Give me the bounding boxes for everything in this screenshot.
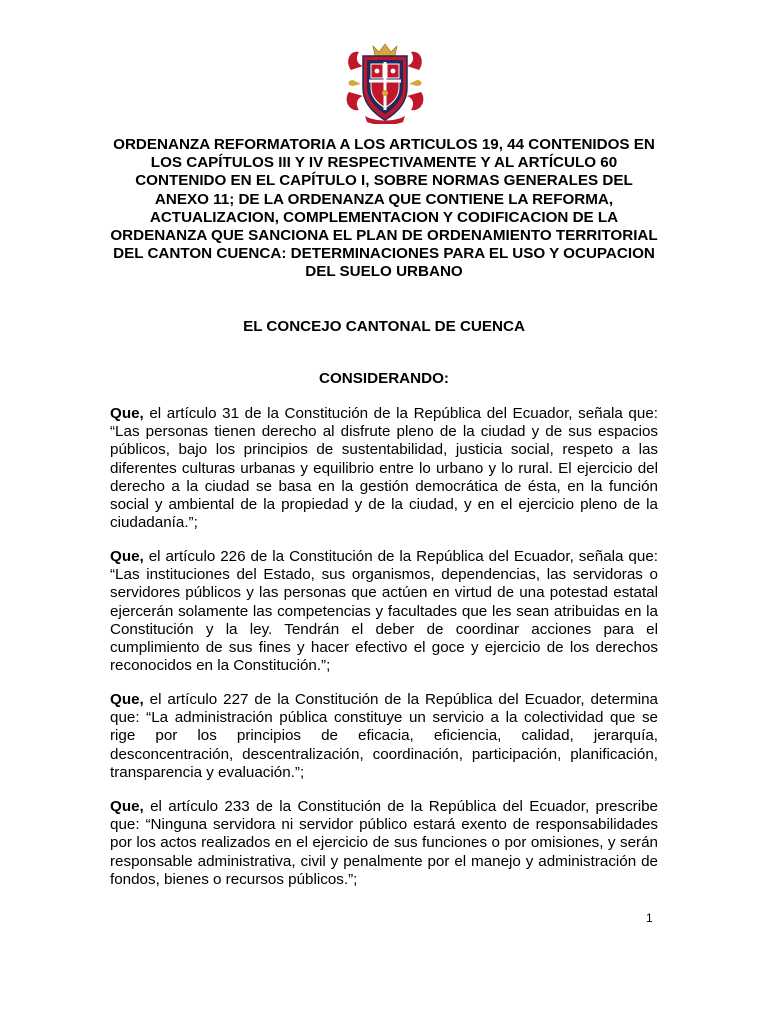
considerando-paragraph bbox=[110, 798, 658, 889]
paragraph-text: el artículo 233 de la Constitución de la República del Ecuador, prescribe que: “Ninguna servidora ni servidor público estará exento de responsabilidades por los actos realizados en el ejercicio de sus funciones o por omisiones, y serán responsable administrativa, civil y penalmente por el manejo y administración de fondos, bienes o recursos públicos.”; bbox=[110, 798, 658, 888]
que-lead: Que, bbox=[110, 405, 144, 422]
paragraph-text: el artículo 31 de la Constitución de la República del Ecuador, señala que: “Las personas tienen derecho al disfrute pleno de la ciudad y de sus espacios públicos, bajo los principios de sustentabilidad, justicia social, respeto a las diferentes culturas urbanas y equilibrio entre lo urbano y lo rural. El ejercicio del derecho a la ciudad se basa en la gestión democrática de ésta, en la función social y ambiental de la propiedad y de la ciudad, y en el ejercicio pleno de la ciudadanía.”; bbox=[110, 405, 658, 532]
considerando-paragraph bbox=[110, 691, 658, 782]
que-lead: Que, bbox=[110, 548, 144, 565]
que-lead: Que, bbox=[110, 798, 144, 815]
que-lead: Que, bbox=[110, 691, 144, 708]
page-number: 1 bbox=[646, 911, 653, 925]
paragraph-text: el artículo 226 de la Constitución de la República del Ecuador, señala que: “Las instituciones del Estado, sus organismos, dependencias, las servidoras o servidores públicos y las personas que actúen en virtud de una potestad estatal ejercerán solamente las competencias y facultades que les sean atribuidas en la Constitución y la ley. Tendrán el deber de coordinar acciones para el cumplimiento de sus fines y hacer efectivo el goce y ejercicio de los derechos reconocidos en la Constitución.”; bbox=[110, 548, 658, 675]
considerando-heading: CONSIDERANDO: bbox=[319, 370, 449, 387]
considerando-paragraph bbox=[110, 548, 658, 675]
considerando-paragraph bbox=[110, 405, 658, 532]
document-title: ORDENANZA REFORMATORIA A LOS ARTICULOS 19, 44 CONTENIDOS EN LOS CAPÍTULOS III Y IV RESPECTIVAMENTE Y AL ARTÍCULO 60 CONTENIDO EN EL CAPÍTULO I, SOBRE NORMAS GENERALES DEL ANEXO 11; DE LA ORDENANZA QUE CONTIENE LA REFORMA, ACTUALIZACION, COMPLEMENTACION Y CODIFICACION DE LA ORDENANZA QUE SANCIONA EL PLAN DE ORDENAMIENTO TERRITORIAL DEL CANTON CUENCA: DETERMINACIONES PARA EL USO Y OCUPACION DEL SUELO URBANO bbox=[110, 136, 658, 281]
cuenca-coat-of-arms-icon bbox=[343, 40, 427, 124]
issuing-body-heading: EL CONCEJO CANTONAL DE CUENCA bbox=[243, 318, 525, 335]
paragraph-text: el artículo 227 de la Constitución de la República del Ecuador, determina que: “La administración pública constituye un servicio a la colectividad que se rige por los principios de eficacia, eficiencia, calidad, jerarquía, desconcentración, descentralización, coordinación, participación, planificación, transparencia y evaluación.”; bbox=[110, 691, 658, 781]
